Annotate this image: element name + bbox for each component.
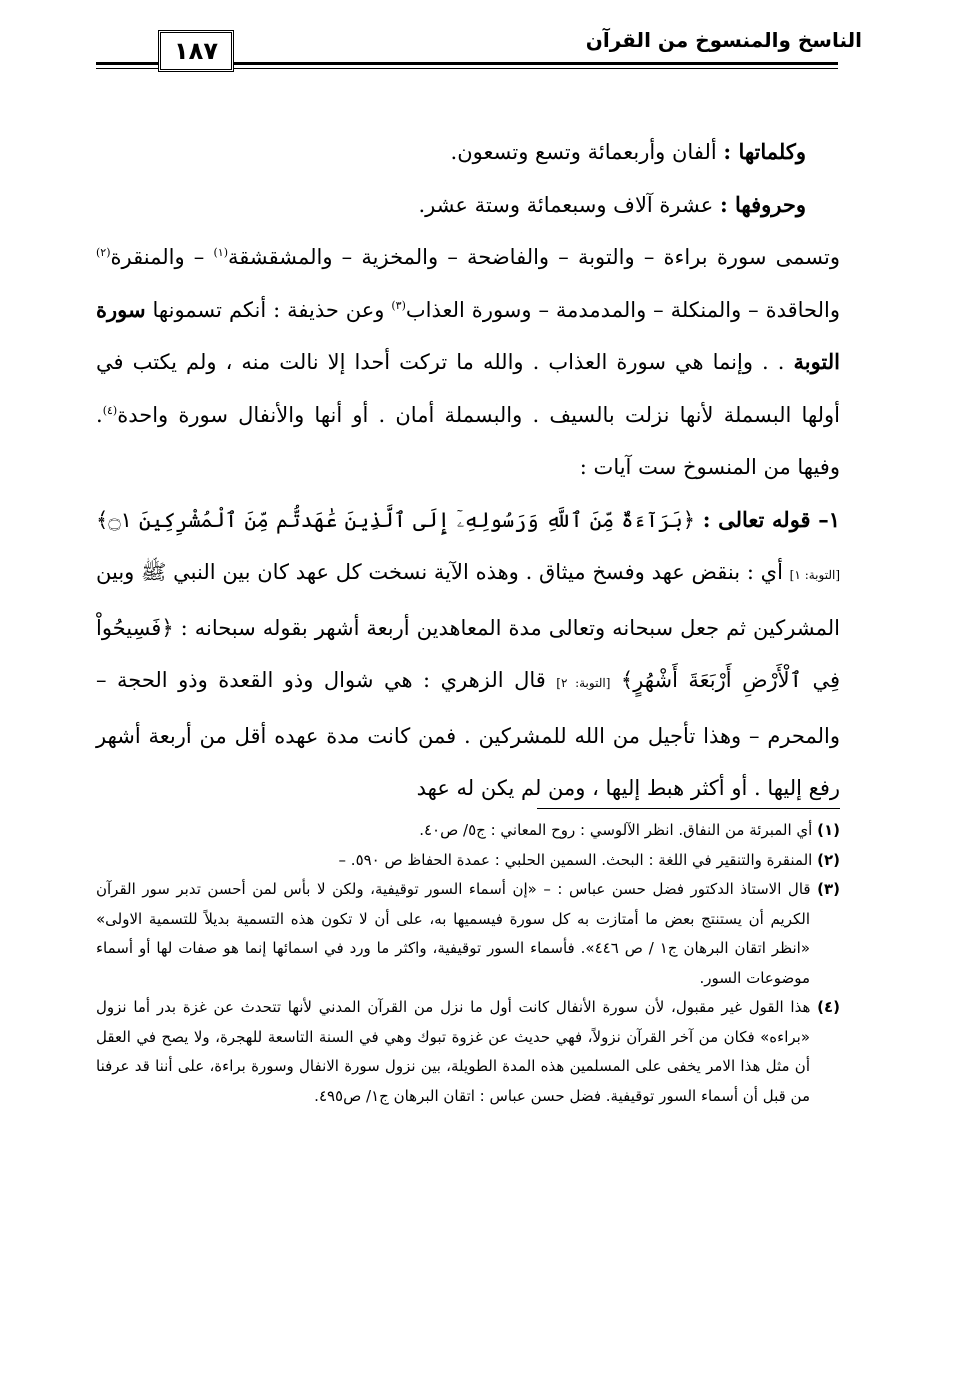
quran-verse-2: ﴿فَسِيحُواْ فِي ٱلْأَرْضِ أَرْبَعَةَ أَشْهُرٍ﴾ [96, 615, 840, 692]
footnote-ref-3[interactable]: (٣) [391, 298, 406, 312]
para2-intro: ١– قوله تعالى : [695, 506, 840, 532]
footnote-separator [537, 808, 840, 809]
para1-text-4: وعن حذيفة : أنكم تسمونها [145, 297, 392, 322]
page-number: ١٨٧ [174, 37, 218, 65]
para2-text-1: أي : بنقض عهد وفسخ ميثاق . وهذه الآية نسخت كل عهد كان بين النبي ﷺ وبين المشركين ثم جعل سبحانه وتعالى مدة المعاهدين أربعة أشهر بقوله سبحانه : [96, 560, 840, 640]
footnote-number: (٢) [817, 850, 840, 869]
footnote-text: قال الاستاذ الدكتور فضل حسن عباس : – «إن أسماء السور توقيفية، ولكن لا بأس لمن أحسن تدبر سور القرآن الكريم أن يستنتج بعض ما أمتازت به كل سورة فيسميها به، على أن لا تكون هذه التسمية بديلاً للتسمية الاولى» «انظر اتقان البرهان ج١ / ص ٤٤٦». فأسماء السور توقيفية، واكثر ما ورد في اسمائها إنما هو صفات لها أو أسماء موضوعات السور. [96, 880, 811, 987]
quran-verse-1: ﴿بَرَآءَةٌ مِّنَ ٱللَّهِ وَرَسُولِهِۦٓ إِلَى ٱلَّذِينَ عَٰهَدتُّم مِّنَ ٱلْمُشْرِكِينَ ۝١﴾ [96, 507, 696, 532]
footnote-text: أي المبرئة من النفاق. انظر الآلوسي : روح المعاني : ج٥/ ص٤٠. [419, 821, 813, 839]
para1-text-2: – والمنقرة [110, 245, 214, 269]
para1-text-5: . . وإنما هي سورة العذاب . والله ما تركت أحدا إلا نالت منه ، ولم يكتب في أولها البسملة لأنها نزلت بالسيف . والبسملة أمان . أو أنها والأنفال سورة واحدة [96, 350, 840, 427]
footnote-text: هذا القول غير مقبول، لأن سورة الأنفال كانت أول ما نزل من القرآن المدني لأنها تتحدث عن غزة بدر أما نزول «براءه» فكان من آخر القرآن نزولاً، فهي حديث عن غزوة تبوك وهي في السنة التاسعة للهجرة، ولا يصح في العقل أن مثل هذا الامر يخفى على المسلمين هذه المدة الطويلة، بين نزول سورة الانفال وسورة براءة، على أننا قد عرفنا من قبل أن أسماء السور توقيفية. فضل حسن عباس : اتقان البرهان ج١/ ص٤٩٥. [96, 998, 811, 1105]
main-text [96, 126, 840, 815]
footnote-4 [96, 993, 840, 1111]
running-header-title: الناسخ والمنسوخ من القرآن [585, 28, 862, 52]
footnote-ref-1[interactable]: (١) [213, 246, 228, 259]
footnote-number: (٣) [817, 880, 840, 898]
footnote-number: (٤) [817, 998, 840, 1016]
para1-text-3: والحاقدة – والمنكلة – والمدمدمة – وسورة العذاب [405, 297, 840, 322]
page-number-box [158, 30, 234, 72]
footnote-ref-4[interactable]: (٤) [102, 403, 118, 417]
para2-text-2: قال الزهري : هي شوال وذو القعدة وذو الحجة – والمحرم – وهذا تأجيل من الله للمشركين . فمن كانت مدة عهده أقل من أربعة أشهر رفع إليها . أو أكثر هبط إليها ، ومن لم يكن له عهد [96, 668, 840, 800]
words-value: ألفان وأربعمائة وتسع وتسعون. [450, 140, 717, 164]
verse-ref-2: [التوبة: ٢] [556, 676, 611, 690]
footnote-1 [96, 816, 840, 846]
footnotes [96, 816, 840, 1111]
footnote-number: (١) [817, 821, 840, 839]
para1-text-1: وتسمى سورة براءة – والتوبة – والفاضحة – والمخزية – والمشقشقة [228, 245, 840, 269]
footnote-3 [96, 875, 840, 993]
letters-value: عشرة آلاف وسبعمائة وستة عشر. [418, 192, 714, 217]
words-label: وكلماتها : [723, 139, 806, 164]
letters-count-line [96, 179, 840, 232]
words-count-line [96, 126, 840, 179]
footnote-2 [96, 846, 840, 876]
paragraph-abrogated-verses [96, 494, 840, 815]
verse-ref-1: [التوبة: ١] [789, 568, 841, 582]
paragraph-names [96, 231, 840, 494]
para1-text-6: . وفيها من المنسوخ ست آيات : [96, 402, 840, 479]
footnote-ref-2[interactable]: (٢) [96, 246, 111, 259]
footnote-text: المنقرة والتنقير في اللغة : البحث. السمين الحلبي : عمدة الحفاظ ص ٥٩٠. – [338, 850, 813, 869]
surah-name-bold: سورة التوبة [96, 296, 840, 374]
letters-label: وحروفها : [719, 191, 806, 217]
